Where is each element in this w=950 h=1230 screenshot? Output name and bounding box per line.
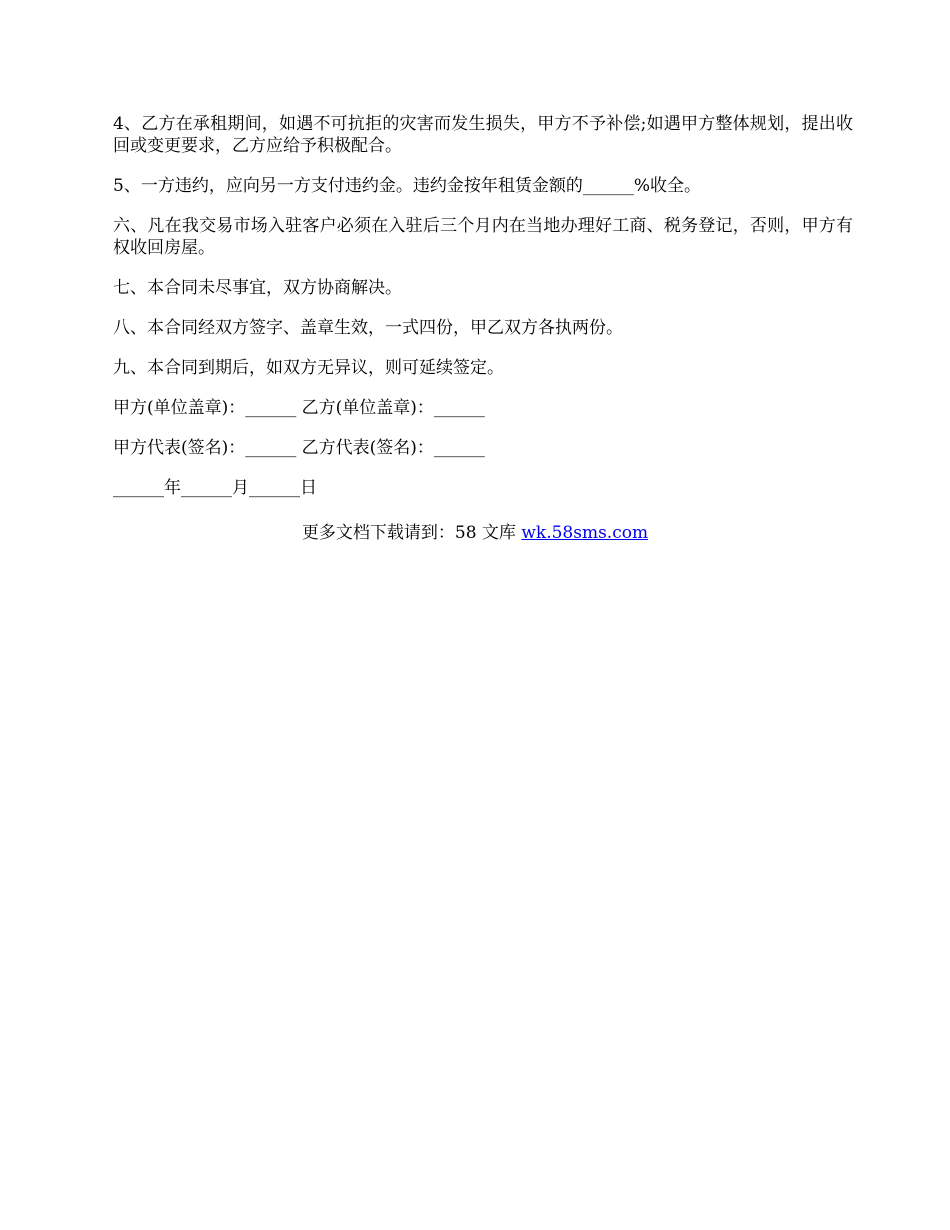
signature-seal-line: 甲方(单位盖章)：______ 乙方(单位盖章)：______ <box>113 398 485 418</box>
clause-6-registration: 六、凡在我交易市场入驻客户必须在入驻后三个月内在当地办理好工商、税务登记，否则，甲方有权收回房屋。 <box>113 216 853 258</box>
clause-4-force-majeure: 4、乙方在承租期间，如遇不可抗拒的灾害而发生损失，甲方不予补偿;如遇甲方整体规划，提出收回或变更要求，乙方应给予积极配合。 <box>113 114 853 156</box>
clause-7-unresolved-matters: 七、本合同未尽事宜，双方协商解决。 <box>113 278 402 298</box>
footer-text: 更多文档下载请到：58 文库 <box>301 523 522 543</box>
clause-8-effectiveness: 八、本合同经双方签字、盖章生效，一式四份，甲乙双方各执两份。 <box>113 318 623 338</box>
clause-9-renewal: 九、本合同到期后，如双方无异议，则可延续签定。 <box>113 358 504 378</box>
signature-representative-line: 甲方代表(签名)：______ 乙方代表(签名)：______ <box>113 438 485 458</box>
signature-date-line: ______年______月______日 <box>113 478 317 498</box>
footer-link[interactable]: wk.58sms.com <box>521 523 649 543</box>
clause-5-penalty: 5、一方违约，应向另一方支付违约金。违约金按年租赁金额的______%收全。 <box>113 176 701 196</box>
document-body <box>113 113 853 517</box>
download-footer <box>0 522 950 544</box>
